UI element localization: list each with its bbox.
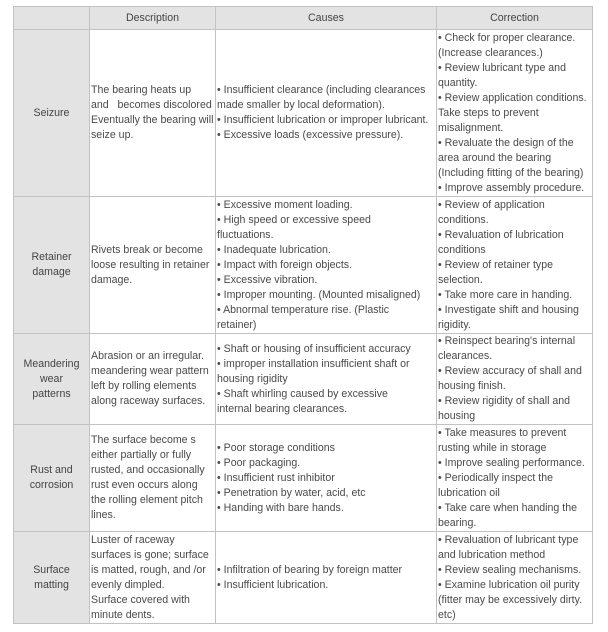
- correction-line: conditions: [438, 243, 486, 256]
- correction-line: misalignment.: [438, 121, 504, 134]
- correction-line: • Periodically inspect the: [438, 471, 554, 484]
- cause-line: • Poor packaging.: [217, 456, 301, 469]
- cause-line: • Insufficient lubrication or improper lubricant.: [217, 114, 429, 126]
- description-line: is matted, rough, and /or: [91, 563, 206, 576]
- cause-line: • Shaft whirling caused by excessive: [217, 387, 388, 400]
- correction-line: • Revaluation of lubrication: [438, 228, 564, 241]
- correction-line: • Revaluation of lubricant type: [438, 533, 579, 546]
- description-line: Surface covered with: [91, 593, 190, 606]
- correction-line: • Take measures to prevent: [438, 426, 567, 439]
- row-label-line: wear: [40, 372, 63, 385]
- cause-line: • Abnormal temperature rise. (Plastic: [217, 303, 390, 316]
- description-line: Luster of raceway: [91, 533, 175, 546]
- description-cell-surface-matting: [90, 532, 216, 624]
- description-line: The bearing heats up: [91, 84, 192, 96]
- correction-line: • Improve sealing performance.: [438, 456, 585, 469]
- description-line: Eventually the bearing will: [91, 114, 214, 126]
- correction-line: • Review of application: [438, 198, 545, 211]
- cause-line: • Poor storage conditions: [217, 441, 335, 454]
- description-line: The surface become s: [91, 434, 196, 446]
- cause-line: • Insufficient clearance (including clearances: [217, 84, 426, 96]
- description-line: the rolling element pitch: [91, 494, 203, 506]
- cause-line: • improper installation insufficient shaft or: [217, 357, 410, 370]
- correction-line: area around the bearing: [438, 151, 552, 164]
- row-label-line: Surface: [33, 563, 70, 576]
- correction-line: • Improve assembly procedure.: [438, 181, 585, 194]
- correction-line: • Examine lubrication oil purity: [438, 578, 580, 591]
- cause-line: • Inadequate lubrication.: [217, 243, 331, 256]
- table-row-retainer-damage: [14, 197, 593, 334]
- header-correction: Correction: [437, 7, 593, 30]
- correction-line: housing: [438, 410, 476, 422]
- description-line: surfaces is gone; surface: [91, 548, 209, 561]
- description-line: seize up.: [91, 129, 134, 141]
- description-cell-seizure: [90, 30, 216, 197]
- correction-line: quantity.: [438, 76, 478, 89]
- correction-line: conditions.: [438, 213, 489, 226]
- description-line: evenly dimpled.: [91, 578, 165, 591]
- description-line: Rivets break or become: [91, 243, 203, 256]
- cause-line: • Excessive vibration.: [217, 273, 318, 286]
- description-line: loose resulting in retainer: [91, 258, 210, 271]
- correction-line: (fitter may be excessively dirty.: [438, 593, 583, 606]
- correction-line: • Review application conditions.: [438, 91, 587, 104]
- header-blank: [14, 7, 90, 30]
- description-line: damage.: [91, 273, 133, 286]
- correction-line: lubrication oil: [438, 486, 500, 499]
- description-cell-retainer-damage: [90, 197, 216, 334]
- description-line: rust even occurs along: [91, 479, 198, 491]
- correction-line: bearing.: [438, 516, 477, 529]
- cause-line: • Handing with bare hands.: [217, 501, 344, 514]
- description-line: either partially or fully: [91, 449, 192, 461]
- row-label-line: Meandering: [23, 357, 80, 370]
- correction-line: rusting while in storage: [438, 441, 547, 454]
- correction-cell-meandering-wear-patterns: [437, 334, 593, 425]
- troubleshooting-table-wrapper: [13, 6, 593, 624]
- description-line: and becomes discolored: [91, 99, 212, 111]
- row-label-retainer-damage: [14, 197, 90, 334]
- header-row: [14, 7, 593, 30]
- description-line: meandering wear pattern: [91, 365, 209, 377]
- description-line: minute dents.: [91, 608, 155, 621]
- correction-line: • Review sealing mechanisms.: [438, 563, 582, 576]
- description-cell-meandering-wear-patterns: [90, 334, 216, 425]
- correction-line: etc): [438, 608, 456, 621]
- row-label-line: Rust and: [30, 464, 73, 476]
- correction-line: • Review accuracy of shall and: [438, 365, 582, 377]
- causes-cell-rust-and-corrosion: [216, 425, 437, 532]
- causes-cell-retainer-damage: [216, 197, 437, 334]
- correction-line: • Investigate shift and housing: [438, 303, 579, 316]
- correction-line: • Revaluate the design of the: [438, 136, 574, 149]
- correction-line: Take steps to prevent: [438, 106, 539, 119]
- description-line: along raceway surfaces.: [91, 395, 206, 407]
- header-causes: Causes: [216, 7, 437, 30]
- correction-line: (Increase clearances.): [438, 46, 543, 59]
- correction-line: • Review rigidity of shall and: [438, 395, 571, 407]
- row-label-line: Seizure: [33, 106, 70, 119]
- correction-line: • Review lubricant type and: [438, 61, 566, 74]
- table-row-seizure: [14, 30, 593, 197]
- correction-line: selection.: [438, 273, 483, 286]
- cause-line: • Shaft or housing of insufficient accuracy: [217, 342, 411, 355]
- causes-cell-seizure: [216, 30, 437, 197]
- causes-cell-surface-matting: [216, 532, 437, 624]
- correction-line: • Take more care in handing.: [438, 288, 573, 301]
- correction-line: • Reinspect bearing's internal: [438, 335, 576, 347]
- cause-line: • Excessive loads (excessive pressure).: [217, 129, 404, 141]
- correction-line: • Review of retainer type: [438, 258, 553, 271]
- cause-line: • Penetration by water, acid, etc: [217, 486, 366, 499]
- table-row-surface-matting: [14, 532, 593, 624]
- row-label-line: Retainer: [31, 251, 72, 263]
- row-label-line: damage: [32, 266, 71, 278]
- cause-line: • Insufficient rust inhibitor: [217, 471, 335, 484]
- description-line: Abrasion or an irregular.: [91, 350, 205, 362]
- cause-line: • Excessive moment loading.: [217, 198, 353, 211]
- table-row-rust-and-corrosion: [14, 425, 593, 532]
- cause-line: • Improper mounting. (Mounted misaligned): [217, 288, 421, 301]
- row-label-meandering-wear-patterns: [14, 334, 90, 425]
- cause-line: fluctuations.: [217, 228, 274, 241]
- row-label-line: patterns: [32, 387, 71, 400]
- row-label-seizure: [14, 30, 90, 197]
- description-line: rusted, and occasionally: [91, 464, 205, 476]
- correction-cell-seizure: [437, 30, 593, 197]
- correction-cell-rust-and-corrosion: [437, 425, 593, 532]
- correction-line: housing finish.: [438, 380, 506, 392]
- cause-line: • Impact with foreign objects.: [217, 258, 353, 271]
- row-label-line: matting: [34, 578, 69, 591]
- table-row-meandering-wear-patterns: [14, 334, 593, 425]
- bearing-damage-table: [13, 6, 593, 624]
- correction-line: clearances.: [438, 350, 493, 362]
- correction-line: • Take care when handing the: [438, 501, 577, 514]
- cause-line: • High speed or excessive speed: [217, 213, 371, 226]
- correction-line: rigidity.: [438, 318, 471, 331]
- cause-line: made smaller by local deformation).: [217, 99, 385, 111]
- correction-line: and lubrication method: [438, 548, 546, 561]
- cause-line: • Infiltration of bearing by foreign matter: [217, 563, 403, 576]
- row-label-rust-and-corrosion: [14, 425, 90, 532]
- description-line: left by rolling elements: [91, 380, 197, 392]
- cause-line: internal bearing clearances.: [217, 402, 348, 415]
- description-line: lines.: [91, 509, 116, 521]
- cause-line: • Insufficient lubrication.: [217, 578, 329, 591]
- correction-line: (Including fitting of the bearing): [438, 166, 584, 179]
- correction-cell-surface-matting: [437, 532, 593, 624]
- correction-line: • Check for proper clearance.: [438, 31, 576, 44]
- correction-cell-retainer-damage: [437, 197, 593, 334]
- header-description: Description: [90, 7, 216, 30]
- row-label-line: corrosion: [29, 479, 74, 491]
- cause-line: housing rigidity: [217, 372, 288, 385]
- description-cell-rust-and-corrosion: [90, 425, 216, 532]
- causes-cell-meandering-wear-patterns: [216, 334, 437, 425]
- cause-line: retainer): [217, 318, 257, 331]
- row-label-surface-matting: [14, 532, 90, 624]
